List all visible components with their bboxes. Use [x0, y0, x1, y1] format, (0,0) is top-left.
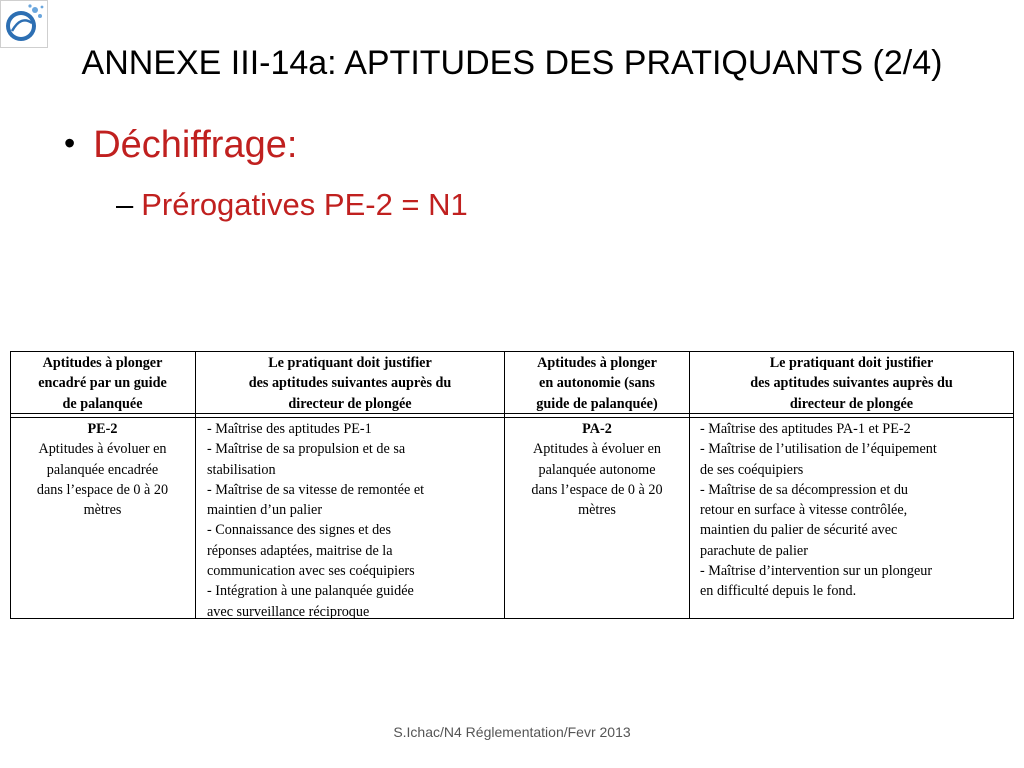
aptitudes-table: [10, 351, 1014, 619]
pe2-code: PE-2: [87, 421, 118, 437]
header-cell-justifier-pe: Le pratiquant doit justifier des aptitudes suivantes auprès du directeur de plongée: [248, 355, 452, 412]
header-cell-encadre: Aptitudes à plonger encadré par un guide de palanquée: [38, 355, 167, 412]
bullet-level-1: [64, 124, 297, 167]
pe2-requirements: - Maîtrise des aptitudes PE-1 - Maîtrise de sa propulsion et de sa stabilisation - Maîtrise de sa vitesse de remontée et maintien d’un palier - Connaissance des signes et des réponses adaptées, maitrise de la communication avec ses coéquipiers - Intégration à une palanquée guidée avec surveillance réciproque: [207, 421, 425, 620]
pa2-requirements: - Maîtrise des aptitudes PA-1 et PE-2 - Maîtrise de l’utilisation de l’équipement de ses coéquipiers - Maîtrise de sa décompression et du retour en surface à vitesse contrôlée, maintien du palier de sécurité avec parachute de palier - Maîtrise d’intervention sur un plongeur en difficulté depuis le fond.: [700, 421, 937, 600]
bullet-dash-icon: –: [116, 187, 134, 222]
bullet-level-1-text: Déchiffrage:: [93, 124, 298, 166]
pa2-code: PA-2: [582, 421, 612, 437]
table-border-bottom: [10, 618, 1014, 619]
table-border-top: [10, 351, 1014, 352]
bullet-level-2-text: Prérogatives PE-2 = N1: [141, 187, 468, 222]
header-cell-justifier-pa: Le pratiquant doit justifier des aptitudes suivantes auprès du directeur de plongée: [750, 355, 953, 412]
pa2-cell: PA-2 Aptitudes à évoluer en palanquée autonome dans l’espace de 0 à 20 mètres: [505, 419, 689, 520]
slide-title: ANNEXE III-14a: APTITUDES DES PRATIQUANTS (2/4): [81, 44, 943, 82]
table-header-divider: [10, 417, 1014, 418]
table-column-line: [1013, 351, 1014, 619]
header-cell-autonomie: Aptitudes à plonger en autonomie (sans guide de palanquée): [536, 355, 658, 412]
bullet-level-2: [116, 187, 468, 223]
bullet-dot-icon: •: [64, 125, 76, 161]
slide-footer: S.Ichac/N4 Réglementation/Fevr 2013: [393, 724, 631, 740]
club-logo-icon: [0, 0, 48, 48]
pe2-cell: PE-2 Aptitudes à évoluer en palanquée encadrée dans l’espace de 0 à 20 mètres: [10, 419, 195, 520]
